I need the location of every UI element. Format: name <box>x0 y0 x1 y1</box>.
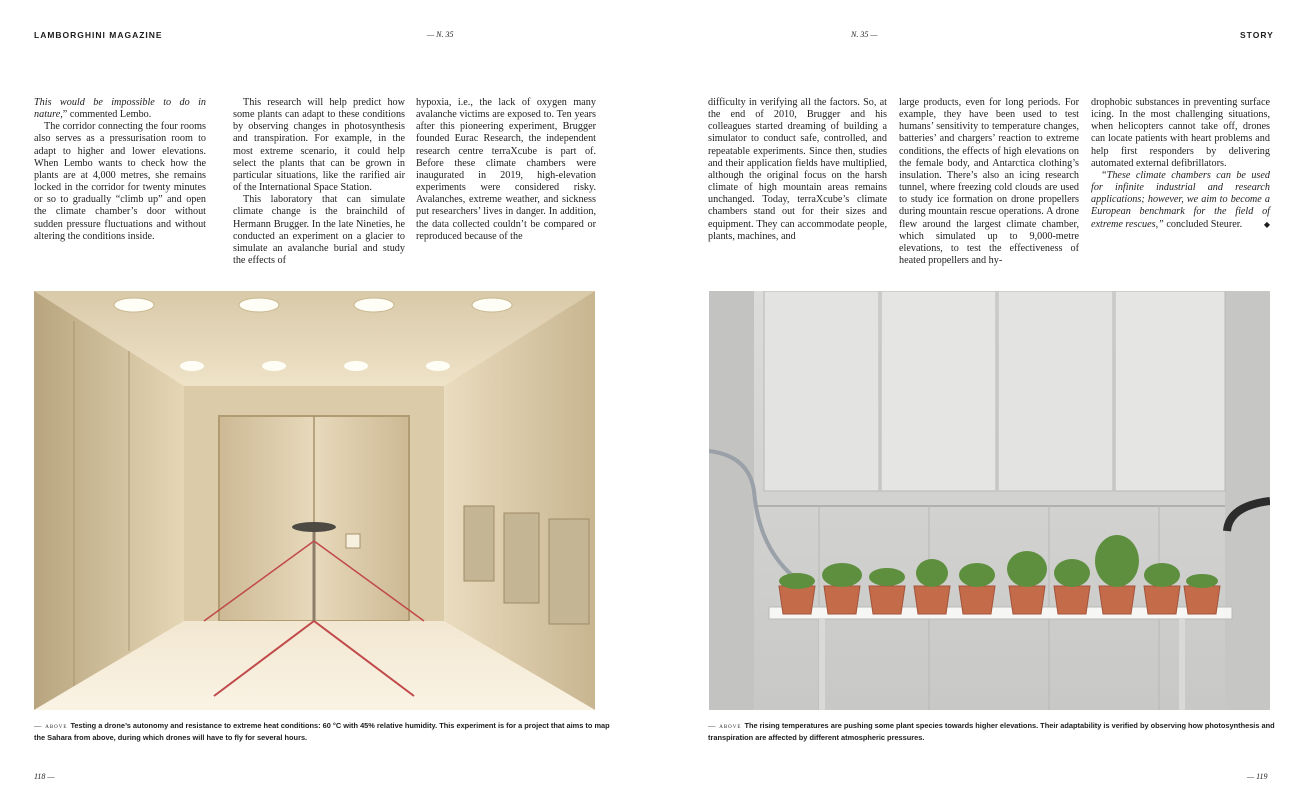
left-column-2 <box>233 97 405 267</box>
quote-text: “These climate chambers can be used for infinite industrial and research applications; however, we aim to become a European benchmark for the field of extreme rescues,” <box>1091 169 1270 230</box>
paragraph: This research will help predict how some plants can adapt to these conditions by observing changes in photosynthesis and transpiration. For example, in the most extreme scenario, it could help select the plants that can be grown in particular situations, like the rarified air of the International Space Station. <box>233 97 405 194</box>
page-number-right: — 119 <box>1247 772 1268 781</box>
paragraph: large products, even for long periods. For example, they have been used to test humans’ sensitivity to temperature changes, batteries’ and chargers’ reaction to extreme conditions, the effects of high elevations on the female body, and Antarctica clothing’s insulation. There’s also an icing research tunnel, where freezing cold clouds are used to study ice formation on drone propellers during mountain rescue operations. A drone flew around the largest climate chamber, which simulated up to 9,000-metre elevations, to test the effectiveness of heated propellers and hy- <box>899 97 1079 267</box>
caption-text: The rising temperatures are pushing some plant species towards higher elevations. Their adaptability is verified by observing how photosynthesis and transpiration are affected by different atmospheric pressures. <box>708 721 1275 742</box>
right-column-3 <box>1091 97 1270 231</box>
plant-chamber-photo <box>709 291 1270 710</box>
paragraph <box>34 97 206 121</box>
caption-lead: — above <box>34 721 68 730</box>
paragraph: difficulty in verifying all the factors. So, at the end of 2010, Brugger and his colleagues started dreaming of building a simulator to conduct safe, controlled, and repeatable experiments. Since then, studies and their application fields have multiplied, although the original focus on the harsh climate of high mountain areas remains unchanged. Today, terraXcube’s climate chambers stand out for their sizes and equipment. They can accommodate people, plants, machines, and <box>708 97 887 242</box>
paragraph <box>1091 170 1270 231</box>
paragraph: This laboratory that can simulate climate change is the brainchild of Hermann Brugger. In the late Nineties, he conducted an experiment on a glacier to simulate an avalanche burial and study the effects of <box>233 194 405 267</box>
issue-number-right: N. 35 — <box>851 30 878 39</box>
issue-number-left: — N. 35 <box>427 30 454 39</box>
end-mark-icon: ◆ <box>1263 219 1270 229</box>
caption-text: Testing a drone’s autonomy and resistance to extreme heat conditions: 60 °C with 45% relative humidity. This experiment is for a project that aims to map the Sahara from above, during which drones will have to fly for several hours. <box>34 721 610 742</box>
paragraph: drophobic substances in preventing surface icing. In the most challenging situations, when helicopters cannot take off, drones can locate patients with heart problems and help first responders by delivering automated external defibrillators. <box>1091 97 1270 169</box>
left-column-1 <box>34 97 206 243</box>
right-photo-caption <box>708 720 1288 744</box>
quote-attribution: concluded Steurer. <box>1163 218 1243 230</box>
caption-lead: — above <box>708 721 742 730</box>
plant-chamber-illustration <box>709 291 1270 710</box>
page-number-left: 118 — <box>34 772 55 781</box>
left-photo-caption <box>34 720 614 744</box>
quote-attribution: ” commented Lembo. <box>62 109 152 121</box>
heat-chamber-photo <box>34 291 595 710</box>
section-label: STORY <box>1240 30 1274 40</box>
right-column-1 <box>708 97 887 243</box>
heat-chamber-illustration <box>34 291 595 710</box>
paragraph: hypoxia, i.e., the lack of oxygen many avalanche victims are exposed to. Ten years after this pioneering experiment, Brugger founded Eurac Research, the independent research centre terraXcube is part of. Before these climate chambers were inaugurated in 2019, high-elevation experiments were considered risky. Avalanches, extreme weather, and sickness put researchers’ lives in danger. In addition, the data collected couldn’t be compared or reproduced because of the <box>416 97 596 242</box>
magazine-title: LAMBORGHINI MAGAZINE <box>34 30 163 40</box>
quote-text: This would be impossible to do in nature, <box>34 97 206 121</box>
left-column-3 <box>416 97 596 243</box>
right-column-2 <box>899 97 1079 267</box>
paragraph: The corridor connecting the four rooms also serves as a pressurisation room to adapt to higher and lower elevations. When Lembo wants to check how the plants are at 4,000 metres, she remains locked in the corridor for twenty minutes or so to gradually “climb up” and open the climate chamber’s door without sudden pressure fluctuations and without altering the conditions inside. <box>34 121 206 242</box>
